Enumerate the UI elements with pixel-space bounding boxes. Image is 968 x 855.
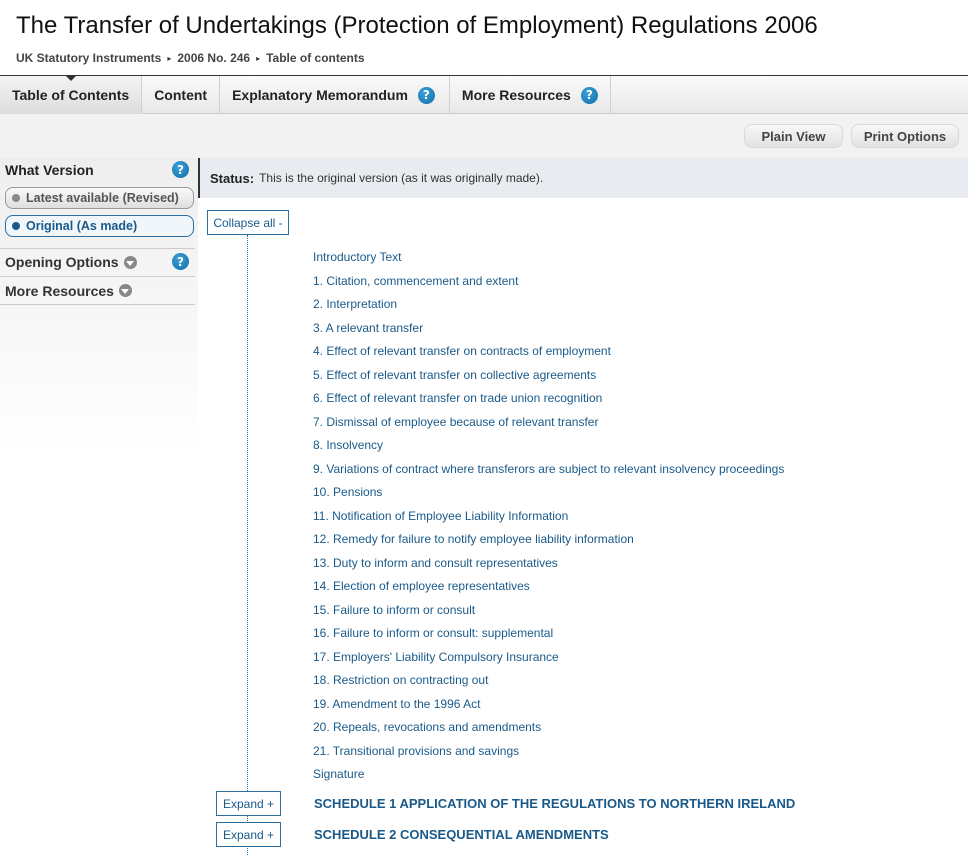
breadcrumb-item: Table of contents	[266, 51, 365, 65]
tab-more-resources[interactable]	[450, 76, 611, 114]
schedule-1-link[interactable]: SCHEDULE 1 APPLICATION OF THE REGULATIONS TO NORTHERN IRELAND	[314, 796, 796, 811]
latest-version-label: Latest available (Revised)	[26, 191, 179, 205]
toolbar	[0, 114, 968, 158]
chevron-down-icon	[119, 284, 132, 297]
more-resources-label: More Resources	[5, 282, 114, 299]
tab-explanatory-memorandum[interactable]	[220, 76, 450, 114]
what-version-heading: What Version	[5, 162, 94, 178]
toc-link[interactable]: 5. Effect of relevant transfer on collective agreements	[313, 367, 597, 382]
toc-link[interactable]: 14. Election of employee representatives	[313, 579, 530, 593]
tree-connector-line	[247, 235, 248, 855]
help-icon[interactable]: ?	[172, 161, 189, 178]
plain-view-button[interactable]: Plain View	[744, 124, 843, 148]
toc-link[interactable]: Signature	[313, 767, 365, 781]
latest-version-button[interactable]	[5, 187, 194, 209]
toc-link[interactable]: Introductory Text	[313, 250, 402, 264]
schedule-2-link[interactable]: SCHEDULE 2 CONSEQUENTIAL AMENDMENTS	[314, 827, 609, 842]
tab-bar	[0, 75, 968, 114]
toc-link[interactable]: 4. Effect of relevant transfer on contracts of employment	[313, 344, 611, 358]
tab-label: More Resources	[461, 87, 571, 103]
status-bar	[200, 158, 968, 198]
toc-link[interactable]: 15. Failure to inform or consult	[313, 602, 476, 617]
sidebar	[0, 158, 198, 455]
radio-dot-icon	[12, 194, 20, 202]
toc-link[interactable]: 19. Amendment to the 1996 Act	[313, 696, 481, 711]
toc-link[interactable]: 11. Notification of Employee Liability Information	[313, 508, 569, 523]
help-icon[interactable]: ?	[418, 87, 435, 104]
status-text: This is the original version (as it was originally made).	[259, 171, 544, 185]
help-icon[interactable]: ?	[172, 253, 189, 270]
help-icon[interactable]: ?	[581, 87, 598, 104]
toc-list	[313, 249, 784, 790]
breadcrumb	[16, 51, 365, 65]
status-label: Status:	[210, 170, 255, 186]
toc-link[interactable]: 12. Remedy for failure to notify employee liability information	[313, 532, 634, 546]
toc-link[interactable]: 6. Effect of relevant transfer on trade union recognition	[313, 391, 603, 405]
radio-dot-icon	[12, 222, 20, 230]
breadcrumb-arrow-icon: ▸	[167, 53, 172, 63]
more-resources-toggle[interactable]	[0, 276, 195, 305]
toc-link[interactable]: 20. Repeals, revocations and amendments	[313, 720, 542, 734]
expand-schedule-2-button[interactable]: Expand +	[216, 822, 281, 847]
tab-label: Explanatory Memorandum	[232, 87, 408, 103]
tab-table-of-contents[interactable]	[0, 76, 142, 114]
toc-link[interactable]: 1. Citation, commencement and extent	[313, 273, 519, 288]
print-options-button[interactable]: Print Options	[851, 124, 959, 148]
toc-link[interactable]: 3. A relevant transfer	[313, 320, 424, 335]
breadcrumb-arrow-icon: ▸	[256, 53, 261, 63]
breadcrumb-item[interactable]: 2006 No. 246	[177, 51, 251, 65]
collapse-all-button[interactable]: Collapse all -	[207, 210, 289, 235]
breadcrumb-item[interactable]: UK Statutory Instruments	[16, 51, 162, 65]
toc-link[interactable]: 8. Insolvency	[313, 438, 384, 452]
toc-link[interactable]: 18. Restriction on contracting out	[313, 673, 489, 687]
toc-link[interactable]: 2. Interpretation	[313, 297, 398, 311]
toc-link[interactable]: 10. Pensions	[313, 485, 383, 499]
toc-link[interactable]: 16. Failure to inform or consult: supplemental	[313, 626, 554, 640]
chevron-down-icon	[124, 256, 137, 269]
page-title: The Transfer of Undertakings (Protection of Employment) Regulations 2006	[16, 12, 818, 39]
tab-content[interactable]	[142, 76, 220, 114]
toc-link[interactable]: 21. Transitional provisions and savings	[313, 743, 520, 758]
expand-schedule-1-button[interactable]: Expand +	[216, 791, 281, 816]
tab-label: Table of Contents	[12, 87, 130, 103]
opening-options-toggle[interactable]	[0, 248, 195, 275]
tab-label: Content	[154, 87, 208, 103]
opening-options-label: Opening Options	[5, 254, 119, 270]
toc-link[interactable]: 7. Dismissal of employee because of relevant transfer	[313, 414, 599, 429]
toc-link[interactable]: 9. Variations of contract where transferors are subject to relevant insolvency proceedings	[313, 461, 785, 476]
toc-link[interactable]: 17. Employers' Liability Compulsory Insurance	[313, 649, 559, 664]
original-version-label: Original (As made)	[26, 219, 138, 233]
toc-link[interactable]: 13. Duty to inform and consult representatives	[313, 555, 558, 570]
original-version-button[interactable]	[5, 215, 194, 237]
